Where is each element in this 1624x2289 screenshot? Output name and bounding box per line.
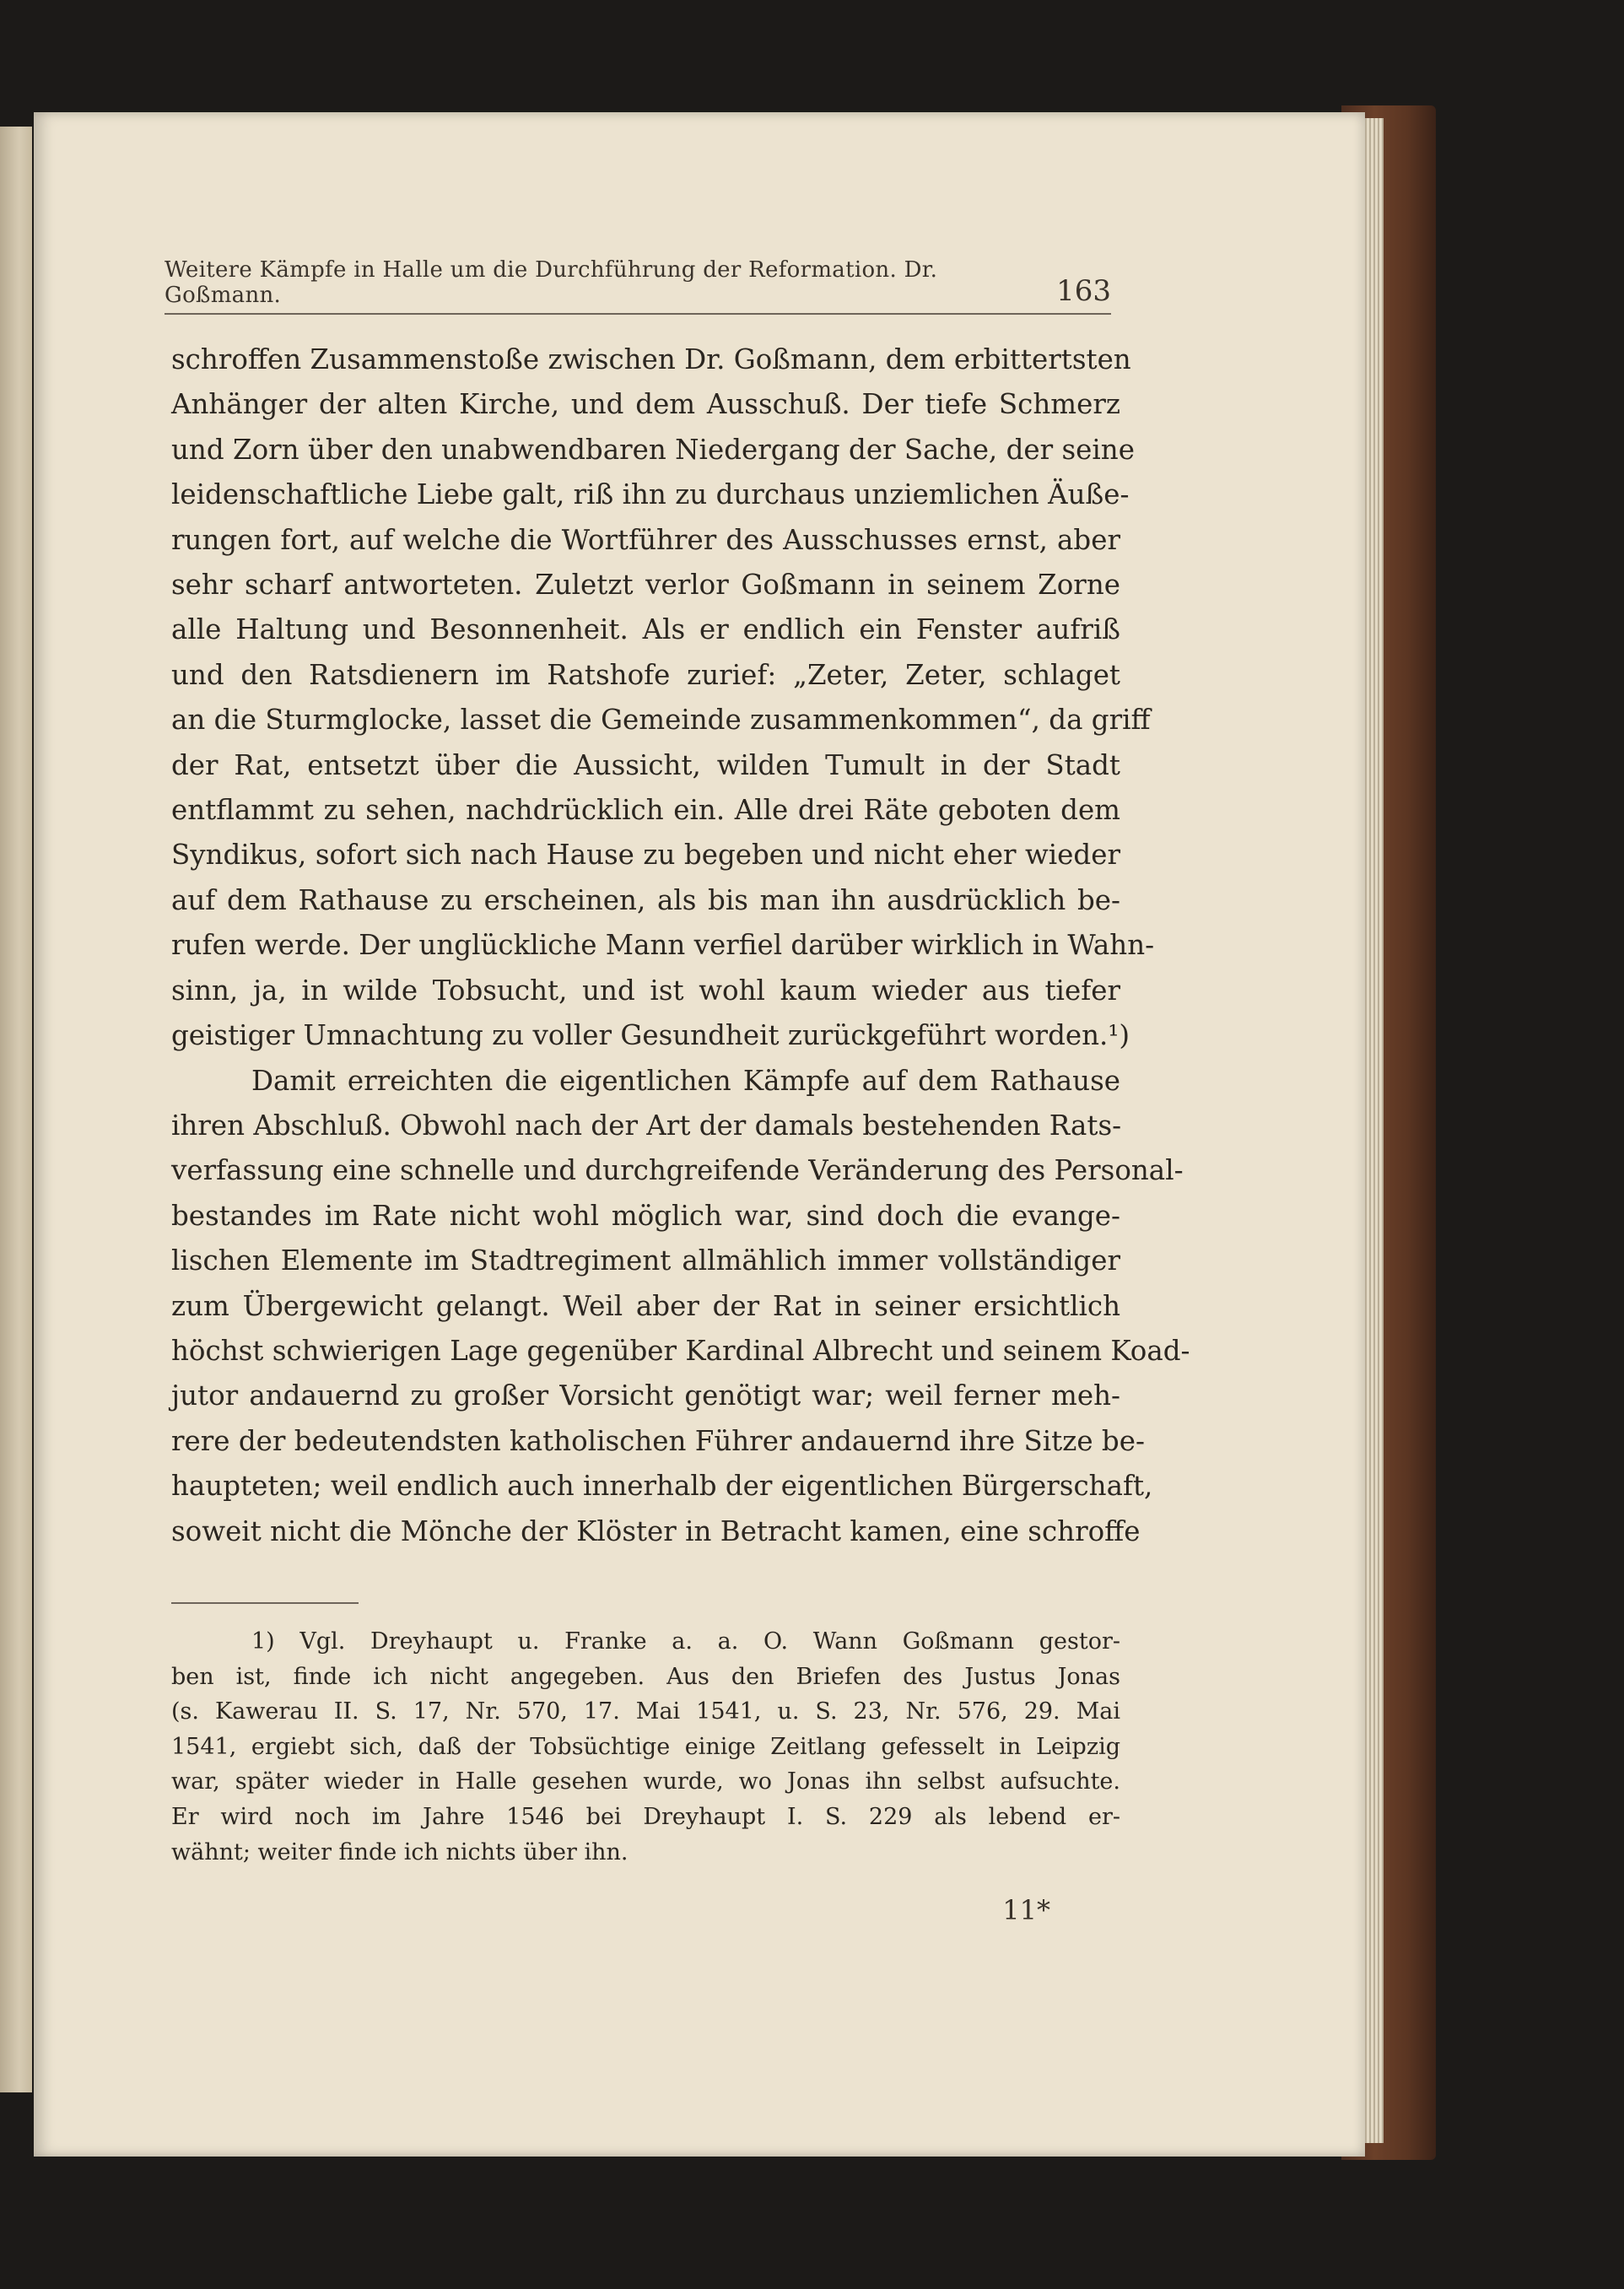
text-line: höchst schwierigen Lage gegenüber Kardinal Albrecht und seinem Koad- xyxy=(171,1334,1190,1367)
footnotes xyxy=(171,1624,1120,1870)
text-line: rungen fort, auf welche die Wortführer des Ausschusses ernst, aber xyxy=(171,523,1120,556)
text-line: verfassung eine schnelle und durchgreifende Veränderung des Personal- xyxy=(171,1154,1184,1187)
footnote-line: Er wird noch im Jahre 1546 bei Dreyhaupt I. S. 229 als lebend er- xyxy=(171,1803,1120,1830)
page-header xyxy=(165,257,1111,308)
running-title: Weitere Kämpfe in Halle um die Durchführung der Reformation. Dr. Goßmann. xyxy=(165,257,938,308)
text-line: der Rat, entsetzt über die Aussicht, wilden Tumult in der Stadt xyxy=(171,748,1120,781)
body-text xyxy=(171,337,1190,1554)
text-line: und Zorn über den unabwendbaren Niedergang der Sache, der seine xyxy=(171,433,1135,466)
text-line: entflammt zu sehen, nachdrücklich ein. Alle drei Räte geboten dem xyxy=(171,794,1120,827)
text-line: rufen werde. Der unglückliche Mann verfiel darüber wirklich in Wahn- xyxy=(171,929,1155,962)
text-line: ihren Abschluß. Obwohl nach der Art der damals bestehenden Rats- xyxy=(171,1109,1122,1142)
text-line: haupteten; weil endlich auch innerhalb der eigentlichen Bürgerschaft, xyxy=(171,1470,1153,1503)
signature-mark: 11* xyxy=(1002,1894,1050,1926)
text-line: und den Ratsdienern im Ratshofe zurief: „Zeter, Zeter, schlaget xyxy=(171,658,1120,691)
text-line: lischen Elemente im Stadtregiment allmählich immer vollständiger xyxy=(171,1244,1120,1277)
text-line: schroffen Zusammenstoße zwischen Dr. Goßmann, dem erbittertsten xyxy=(171,343,1131,375)
text-line: bestandes im Rate nicht wohl möglich war, sind doch die evange- xyxy=(171,1199,1120,1232)
text-line: leidenschaftliche Liebe galt, riß ihn zu durchaus unziemlichen Äuße- xyxy=(171,478,1130,511)
left-page-edge xyxy=(0,127,32,2092)
footnote-line: wähnt; weiter finde ich nichts über ihn. xyxy=(171,1838,629,1865)
footnote-line: ben ist, finde ich nicht angegeben. Aus den Briefen des Justus Jonas xyxy=(171,1663,1120,1690)
text-line: sehr scharf antworteten. Zuletzt verlor Goßmann in seinem Zorne xyxy=(171,569,1120,602)
header-rule xyxy=(165,313,1111,315)
text-line: Syndikus, sofort sich nach Hause zu begeben und nicht eher wieder xyxy=(171,839,1120,872)
text-line: Damit erreichten die eigentlichen Kämpfe auf dem Rathause xyxy=(251,1064,1120,1097)
text-line: an die Sturmglocke, lasset die Gemeinde zusammenkommen“, da griff xyxy=(171,704,1151,737)
text-line: zum Übergewicht gelangt. Weil aber der Rat in seiner ersichtlich xyxy=(171,1289,1120,1322)
text-line: sinn, ja, in wilde Tobsucht, und ist wohl kaum wieder aus tiefer xyxy=(171,974,1120,1007)
text-line: jutor andauernd zu großer Vorsicht genötigt war; weil ferner meh- xyxy=(171,1379,1120,1412)
footnote-line: war, später wieder in Halle gesehen wurde, wo Jonas ihn selbst aufsuchte. xyxy=(171,1768,1120,1795)
text-line: geistiger Umnachtung zu voller Gesundheit zurückgeführt worden.¹) xyxy=(171,1019,1130,1052)
footnote-line: 1) Vgl. Dreyhaupt u. Franke a. a. O. Wann Goßmann gestor- xyxy=(251,1628,1120,1655)
text-line: soweit nicht die Mönche der Klöster in Betracht kamen, eine schroffe xyxy=(171,1514,1141,1547)
footnote-line: 1541, ergiebt sich, daß der Tobsüchtige einige Zeitlang gefesselt in Leipzig xyxy=(171,1733,1120,1760)
footnote-line: (s. Kawerau II. S. 17, Nr. 570, 17. Mai 1541, u. S. 23, Nr. 576, 29. Mai xyxy=(171,1698,1120,1725)
text-line: Anhänger der alten Kirche, und dem Ausschuß. Der tiefe Schmerz xyxy=(171,388,1120,421)
text-line: auf dem Rathause zu erscheinen, als bis man ihn ausdrücklich be- xyxy=(171,883,1120,916)
footnote-rule xyxy=(171,1602,359,1604)
text-line: alle Haltung und Besonnenheit. Als er endlich ein Fenster aufriß xyxy=(171,613,1120,646)
page-number: 163 xyxy=(1056,274,1111,308)
text-line: rere der bedeutendsten katholischen Führer andauernd ihre Sitze be- xyxy=(171,1424,1145,1457)
